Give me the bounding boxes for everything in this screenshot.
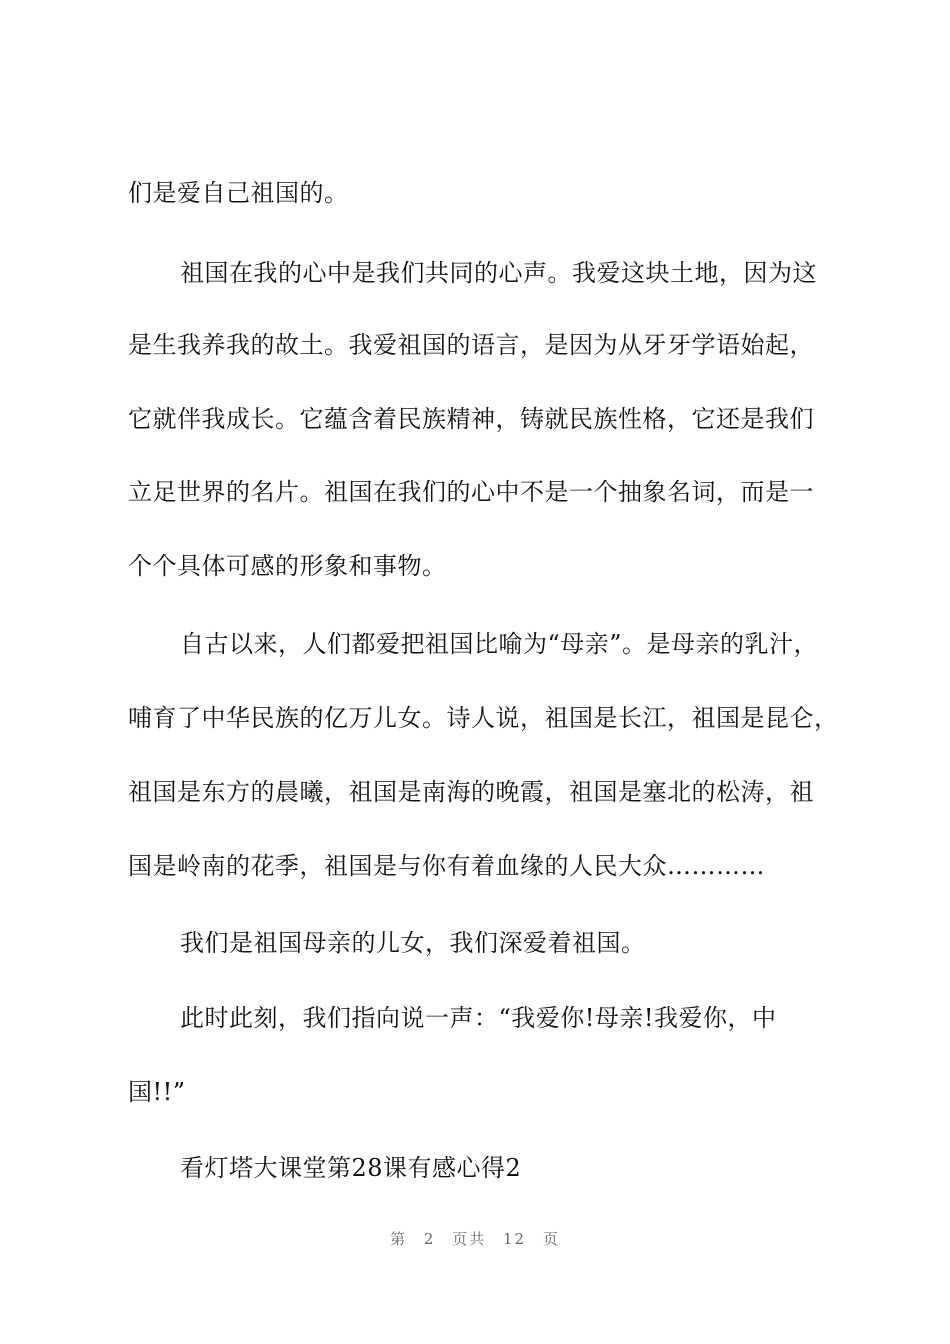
page-footer — [0, 1228, 950, 1249]
total-pages-number: 12 — [503, 1230, 527, 1248]
text-line: 国!!” — [128, 1078, 186, 1106]
text-line: 立足世界的名片。祖国在我们的心中不是一个抽象名词，而是一 — [128, 478, 814, 506]
text-line: 们是爱自己祖国的。 — [128, 179, 349, 207]
text-line: 祖国是东方的晨曦，祖国是南海的晚霞，祖国是塞北的松涛，祖 — [128, 778, 814, 806]
page-label-mid: 页共 — [452, 1230, 487, 1248]
page-label-prefix: 第 — [390, 1230, 408, 1248]
text-line: 我们是祖国母亲的儿女，我们深爱着祖国。 — [180, 929, 646, 957]
text-line: 此时此刻，我们指向说一声：“我爱你!母亲!我爱你，中 — [180, 1004, 777, 1032]
current-page-number: 2 — [423, 1230, 436, 1248]
text-line: 祖国在我的心中是我们共同的心声。我爱这块土地，因为这 — [180, 259, 817, 287]
text-line: 是生我养我的故土。我爱祖国的语言，是因为从牙牙学语始起， — [128, 331, 814, 359]
text-line: 国是岭南的花季，祖国是与你有着血缘的人民大众………… — [128, 852, 765, 880]
text-line: 哺育了中华民族的亿万儿女。诗人说，祖国是长江，祖国是昆仑， — [128, 704, 839, 732]
section-heading: 看灯塔大课堂第28课有感心得2 — [180, 1154, 522, 1182]
text-line: 个个具体可感的形象和事物。 — [128, 552, 447, 580]
page-label-suffix: 页 — [542, 1230, 560, 1248]
text-line: 自古以来，人们都爱把祖国比喻为“母亲”。是母亲的乳汁， — [180, 630, 819, 658]
text-line: 它就伴我成长。它蕴含着民族精神，铸就民族性格，它还是我们 — [128, 405, 814, 433]
